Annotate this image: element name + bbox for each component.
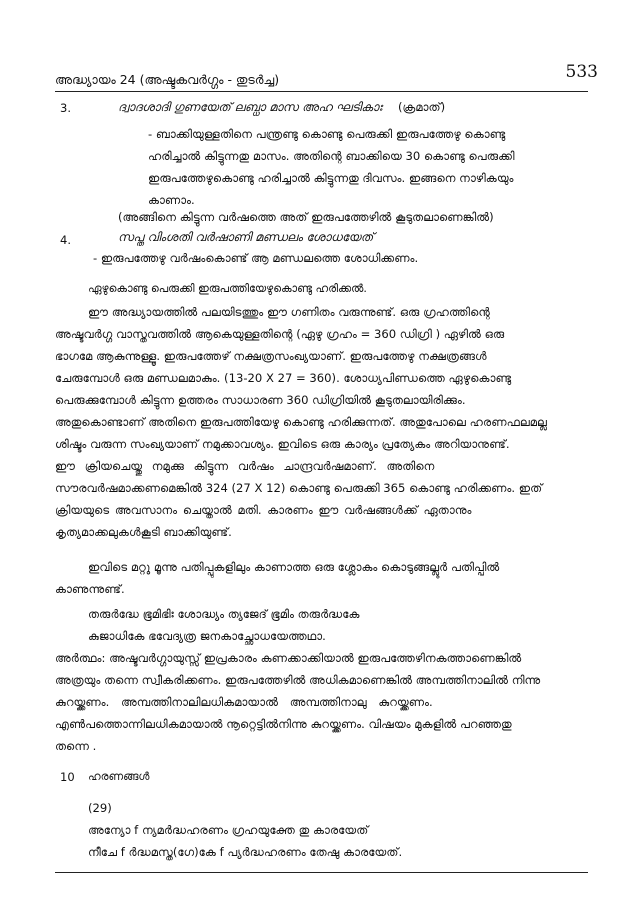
item-4-verse: സപ്ത വിംശതി വർഷാണി മണ്ഡലം ശോധയേത് bbox=[118, 230, 374, 244]
para-1-line: അഷ്ടവർഗ്ഗ വാസ്തവത്തിൽ ആകെയുള്ളതിന്റെ (ഏഴു ഗ്രഹം = 360 ഡിഗ്രി ) ഏഴിൽ ഒരു bbox=[55, 327, 505, 341]
para-1-line: ഭാഗമേ ആകുന്നുള്ളൂ. ഇരുപത്തേഴ് നക്ഷത്രസംഖ്യയാണ്. ഇരുപത്തേഴു നക്ഷത്രങ്ങൾ bbox=[55, 349, 487, 363]
para-1-line: സൗരവർഷമാക്കണമെങ്കിൽ 324 (27 X 12) കൊണ്ടു പെരുക്കി 365 കൊണ്ടു ഹരിക്കണം. ഇത് bbox=[55, 481, 543, 495]
verse-line: നീചേ f ർദ്ധമസ്ത(ഗേ)കേ f പ്യർദ്ധഹരണം തേഷു കാരയേത്. bbox=[88, 845, 403, 859]
para-1-line: ചേരുമ്പോൾ ഒരു മണ്ഡലമാകും. (13-20 X 27 = 360). ശോധ്യപിണ്ഡത്തെ ഏഴുകൊണ്ടു bbox=[55, 371, 512, 385]
section-10-number: 10 bbox=[60, 770, 75, 784]
item-3-line: ഹരിച്ചാൽ കിട്ടുന്നതു മാസം. അതിന്റെ ബാക്കിയെ 30 കൊണ്ടു പെരുക്കി bbox=[148, 149, 515, 163]
para-1-intro: ഏഴുകൊണ്ടു പെരുക്കി ഇരുപത്തിയേഴുകൊണ്ടു ഹരിക്കൽ. bbox=[88, 282, 367, 295]
item-3-line: കാണാം. bbox=[148, 193, 195, 207]
para-2-line: കാണുന്നുണ്ട്. bbox=[55, 582, 125, 596]
item-3-note: (ക്രമാത്) bbox=[398, 100, 446, 114]
item-4-line: - ഇരുപത്തേഴു വർഷംകൊണ്ട് ആ മണ്ഡലത്തെ ശോധിക്കണം. bbox=[93, 251, 419, 265]
item-3-line: - ബാക്കിയുള്ളതിനെ പന്ത്രണ്ടു കൊണ്ടു പെരുക്കി ഇരുപത്തേഴു കൊണ്ടു bbox=[148, 127, 506, 141]
verse-line: അന്യോ f ന്യമർദ്ധഹരണം ഗ്രഹയുക്തേ തു കാരയേത് bbox=[88, 823, 369, 837]
item-3-number: 3. bbox=[60, 101, 71, 115]
para-1-line: കൃത്യമാക്കലുകൾകൂടി ബാക്കിയുണ്ട്. bbox=[55, 525, 232, 539]
footer-rule bbox=[55, 872, 588, 873]
item-3-line: (അങ്ങിനെ കിട്ടുന്ന വർഷത്തെ അത് ഇരുപത്തേഴിൽ കൂടുതലാണെങ്കിൽ) bbox=[118, 210, 494, 224]
item-3-verse: ദ്വാദശാദി ഗുണയേത് ലബ്ധാ മാസ അഹ ഘടികാഃ bbox=[118, 100, 383, 114]
meaning-line: കുറയ്ക്കണം. അമ്പത്തിനാലിലധികമായാൽ അമ്പത്തിനാലു കുറയ്ക്കണം. bbox=[55, 695, 433, 709]
para-1-line: ശിഷ്ടം വരുന്ന സംഖ്യയാണ് നമുക്കാവശ്യം. ഇവിടെ ഒരു കാര്യം പ്രത്യേകം അറിയാനുണ്ട്. bbox=[55, 437, 510, 451]
meaning-line: എൺപത്തൊന്നിലധികമായാൽ നൂറ്റെട്ടിൽനിന്നു കുറയ്ക്കണം. വിഷയം മുകളിൽ പറഞ്ഞതു bbox=[55, 717, 512, 731]
section-10-title: ഹരണങ്ങൾ bbox=[88, 770, 150, 783]
verse-number: (29) bbox=[88, 801, 112, 815]
sloka-line: തരുർദ്ധേ ഭൂമിഭിഃ ശോദ്ധ്യം ത്യജേദ് ഭൂമിം തരുർദ്ധകേ bbox=[88, 607, 360, 621]
meaning-line: അത്രയും തന്നെ സ്വീകരിക്കണം. ഇരുപത്തേഴിൽ അധികമാണെങ്കിൽ അമ്പത്തിനാലിൽ നിന്നു bbox=[55, 673, 541, 687]
meaning-line: തന്നെ . bbox=[55, 739, 97, 753]
para-1-line: ക്രിയയുടെ അവസാനം ചെയ്താൽ മതി. കാരണം ഈ വർഷങ്ങൾക്ക് ഏതാനും bbox=[55, 503, 472, 517]
sloka-line: കുജാധികേ ഭവേദ്യത്ര ജനകാച്ഛോധയേത്തഥാ. bbox=[88, 629, 326, 643]
para-2-line: ഇവിടെ മറ്റു മൂന്നു പതിപ്പുകളിലും കാണാത്ത ഒരു ശ്ലോകം കൊടുങ്ങല്ലൂർ പതിപ്പിൽ bbox=[88, 560, 500, 574]
para-1-line: ഈ ക്രിയചെയ്തു നമുക്കു കിട്ടുന്ന വർഷം ചാന്ദ്രവർഷമാണ്. അതിനെ bbox=[55, 459, 435, 473]
para-1-line: ഈ അദ്ധ്യായത്തിൽ പലയിടത്തും ഈ ഗണിതം വരുന്നുണ്ട്. ഒരു ഗ്രഹത്തിന്റെ bbox=[88, 305, 490, 319]
page-number: 533 bbox=[565, 62, 598, 82]
item-4-number: 4. bbox=[60, 233, 71, 247]
item-3-line: ഇരുപത്തേഴുകൊണ്ടു ഹരിച്ചാൽ കിട്ടുന്നതു ദിവസം. ഇങ്ങനെ നാഴികയും bbox=[148, 171, 514, 185]
para-1-line: പെരുക്കുമ്പോൾ കിട്ടുന്ന ഉത്തരം സാധാരണ 360 ഡിഗ്രിയിൽ കൂടുതലായിരിക്കും. bbox=[55, 393, 466, 407]
header-rule bbox=[55, 91, 588, 92]
para-1-line: അതുകൊണ്ടാണ് അതിനെ ഇരുപത്തിയേഴു കൊണ്ടു ഹരിക്കുന്നത്. അതുപോലെ ഹരണഫലമല്ല bbox=[55, 415, 547, 429]
chapter-header: അദ്ധ്യായം 24 (അഷ്ടകവർഗ്ഗം - തുടർച്ച) bbox=[55, 72, 280, 87]
meaning-line: അർത്ഥം: അഷ്ടവർഗ്ഗായുസ്സ് ഇപ്രകാരം കണക്കാക്കിയാൽ ഇരുപത്തേഴിനകത്താണെങ്കിൽ bbox=[55, 651, 522, 665]
